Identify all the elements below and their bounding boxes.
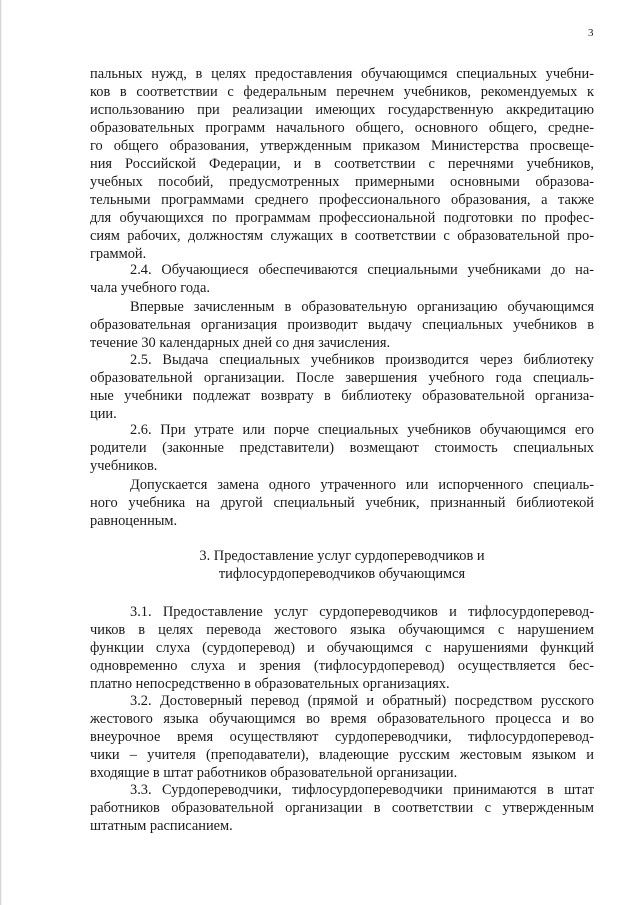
section-heading: 3. Предоставление услуг сурдопереводчиков и xyxy=(199,548,485,564)
paragraph-3-2-line: чики – учителя (преподаватели), владеющие русским жестовым языком и xyxy=(90,747,594,763)
text-line: течение 30 календарных дней со дня зачисления. xyxy=(90,335,391,351)
text-line: Впервые зачисленным в образовательную организацию обучающимся xyxy=(130,299,594,315)
paragraph-3-1-line: чиков в целях перевода жестового языка обучающимся с нарушением xyxy=(90,622,594,638)
page-number: 3 xyxy=(588,27,594,39)
paragraph-2-6-line: родители (законные представители) возмещают стоимость специальных xyxy=(90,440,594,456)
paragraph-3-3-line: работников образовательной организации в соответствии с утвержденным xyxy=(90,800,594,816)
paragraph-2-5-line: ции. xyxy=(90,406,117,422)
paragraph-3-2-line: 3.2. Достоверный перевод (прямой и обратный) посредством русского xyxy=(130,693,594,709)
paragraph-3-1-line: одновременно слуха и зрения (тифлосурдоперевод) осуществляется бес- xyxy=(90,658,594,674)
paragraph-3-1-line: функции слуха (сурдоперевод) и обучающимся с нарушениями функций xyxy=(90,640,594,656)
text-line: образовательных программ начального общего, основного общего, средне- xyxy=(90,120,594,136)
text-line: тельными программами среднего профессионального образования, а также xyxy=(90,192,594,208)
text-line: для обучающихся по программам профессиональной подготовки по профес- xyxy=(90,210,594,226)
paragraph-2-4-line: 2.4. Обучающиеся обеспечиваются специальными учебниками до на- xyxy=(130,262,594,278)
paragraph-3-2-line: жестового языка обучающимся во время образовательного процесса и во xyxy=(90,711,594,727)
paragraph-2-5-line: 2.5. Выдача специальных учебников производится через библиотеку xyxy=(130,352,594,368)
paragraph-2-4-line: чала учебного года. xyxy=(90,280,210,296)
paragraph-2-5-line: образовательной организации. После завершения учебного года специаль- xyxy=(90,370,594,386)
text-line: го общего образования, утвержденным приказом Министерства просвеще- xyxy=(90,138,594,154)
text-line: сиям рабочих, должностям служащих в соответствии с образовательной про- xyxy=(90,228,594,244)
text-line: учебных пособий, предусмотренных примерными основными образова- xyxy=(90,174,594,190)
text-line: граммой. xyxy=(90,246,147,262)
paragraph-3-2-line: внеурочное время осуществляют сурдопереводчики, тифлосурдоперевод- xyxy=(90,729,594,745)
text-line: пальных нужд, в целях предоставления обучающимся специальных учебни- xyxy=(90,66,594,82)
text-line: ния Российской Федерации, и в соответствии с перечнями учебников, xyxy=(90,156,594,172)
text-line: ного учебника на другой специальный учебник, признанный библиотекой xyxy=(90,495,594,511)
paragraph-3-2-line: входящие в штат работников образовательной организации. xyxy=(90,765,458,781)
paragraph-2-6-line: 2.6. При утрате или порче специальных учебников обучающимся его xyxy=(130,422,594,438)
text-line: ков в соответствии с федеральным перечнем учебников, рекомендуемых к xyxy=(90,84,594,100)
paragraph-3-3-line: 3.3. Сурдопереводчики, тифлосурдопереводчики принимаются в штат xyxy=(130,782,594,798)
paragraph-3-1-line: 3.1. Предоставление услуг сурдопереводчиков и тифлосурдоперевод- xyxy=(130,604,594,620)
scan-edge-shadow xyxy=(0,0,2,905)
text-line: использованию при реализации имеющих государственную аккредитацию xyxy=(90,102,594,118)
paragraph-3-1-line: платно непосредственно в образовательных организациях. xyxy=(90,676,450,692)
text-line: равноценным. xyxy=(90,513,178,529)
paragraph-2-6-line: учебников. xyxy=(90,458,158,474)
paragraph-2-5-line: ные учебники подлежат возврату в библиотеку образовательной организа- xyxy=(90,388,594,404)
text-line: образовательная организация производит выдачу специальных учебников в xyxy=(90,317,594,333)
paragraph-3-3-line: штатным расписанием. xyxy=(90,818,233,834)
section-heading: тифлосурдопереводчиков обучающимся xyxy=(218,566,466,582)
text-line: Допускается замена одного утраченного или испорченного специаль- xyxy=(130,477,594,493)
